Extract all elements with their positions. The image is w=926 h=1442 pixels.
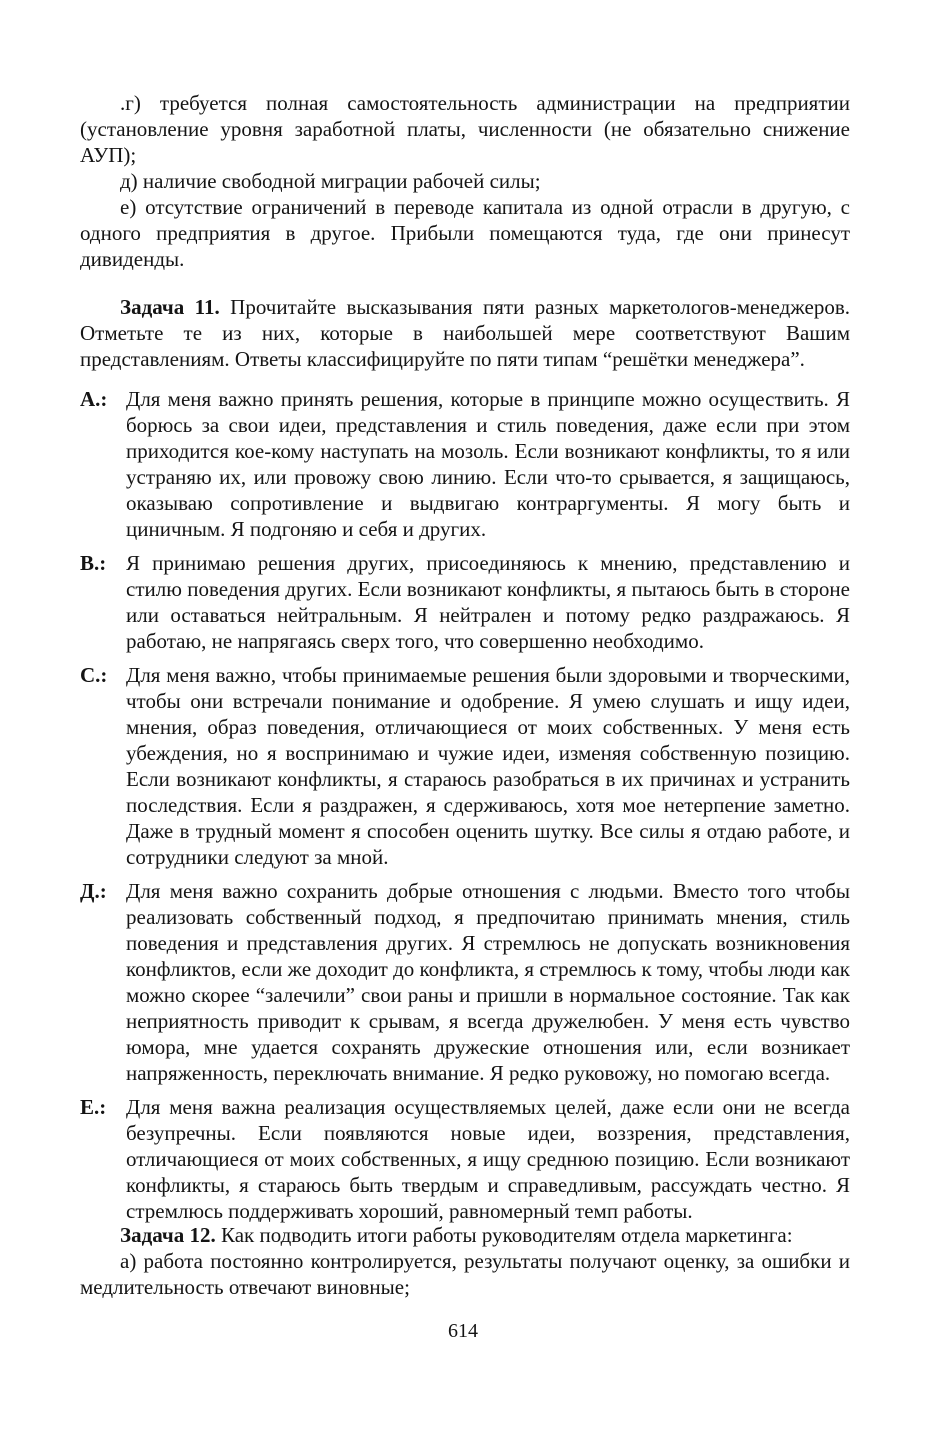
criteria-list xyxy=(80,90,850,272)
option-c xyxy=(80,662,850,870)
option-e xyxy=(80,1094,850,1224)
option-d-label: Д.: xyxy=(80,879,107,903)
option-c-text: Для меня важно, чтобы принимаемые решения были здоровыми и творческими, чтобы они встречали понимание и одобрение. Я умею слушать и ищу идеи, мнения, образ поведения, отличающиеся от моих собственных. У меня есть убеждения, но я воспринимаю и чужие идеи, изменяя собственную позицию. Если возникают конфликты, я стараюсь разобраться в их причинах и устранить последствия. Если я раздражен, я сдерживаюсь, хотя мое нетерпение заметно. Даже в трудный момент я способен оценить шутку. Все силы я отдаю работе, и сотрудники следуют за мной. xyxy=(126,663,850,869)
task-12 xyxy=(80,1222,850,1300)
task-12-title: Задача 12. xyxy=(120,1223,216,1247)
list-item-d: д) наличие свободной миграции рабочей силы; xyxy=(120,169,541,193)
task-11-options xyxy=(80,386,850,1232)
option-c-label: С.: xyxy=(80,663,108,687)
option-a-text: Для меня важно принять решения, которые в принципе можно осуществить. Я борюсь за свои идеи, представления и стиль поведения, даже если при этом приходится кое-кому наступать на мозоль. Если возникают конфликты, то я или устраняю их, или провожу свою линию. Если что-то срывается, я защищаюсь, оказываю сопротивление и выдвигаю контраргументы. Я могу быть и циничным. Я подгоняю и себя и других. xyxy=(126,387,850,541)
task-11-text: Прочитайте высказывания пяти разных маркетологов-менеджеров. Отметьте те из них, которые в наибольшей мере соответствуют Вашим представлениям. Ответы классифицируйте по пяти типам “решётки менеджера”. xyxy=(80,295,850,371)
task-12-text: Как подводить итоги работы руководителям отдела маркетинга: xyxy=(220,1223,793,1247)
option-d-text: Для меня важно сохранить добрые отношения с людьми. Вместо того чтобы реализовать собственный подход, я предпочитаю принимать мнения, стиль поведения и представления других. Я стремлюсь не допускать возникновения конфликтов, если же доходит до конфликта, я стремлюсь к тому, чтобы люди как можно скорее “залечили” свои раны и пришли в нормальное состояние. Так как неприятность приводит к срывам, я всегда дружелюбен. У меня есть чувство юмора, мне удается сохранять дружеские отношения или, если возникает напряженность, переключать внимание. Я редко руковожу, но помогаю всегда. xyxy=(126,879,850,1085)
option-b-text: Я принимаю решения других, присоединяюсь к мнению, представлению и стилю поведения других. Если возникают конфликты, я пытаюсь быть в стороне или оставаться нейтральным. Я нейтрален и потому редко раздражаюсь. Я работаю, не напрягаясь сверх того, что совершенно необходимо. xyxy=(126,551,850,653)
option-e-label: Е.: xyxy=(80,1095,107,1119)
option-a xyxy=(80,386,850,542)
option-d xyxy=(80,878,850,1086)
task-11-title: Задача 11. xyxy=(120,295,220,319)
page-number: 614 xyxy=(448,1320,478,1342)
option-b xyxy=(80,550,850,654)
option-a-label: А.: xyxy=(80,387,108,411)
list-item-e: е) отсутствие ограничений в переводе капитала из одной отрасли в другую, с одного предприятия в другое. Прибыли помещаются туда, где они принесут дивиденды. xyxy=(80,195,850,271)
option-b-label: В.: xyxy=(80,551,107,575)
option-e-text: Для меня важна реализация осуществляемых целей, даже если они не всегда безупречны. Если появляются новые идеи, воззрения, представления, отличающиеся от моих собственных, я ищу среднюю позицию. Если возникают конфликты, я стараюсь быть твердым и справедливым, рассуждать честно. Я стремлюсь поддерживать хороший, равномерный темп работы. xyxy=(126,1095,850,1223)
list-item-g: .г) требуется полная самостоятельность администрации на предприятии (установление уровня заработной платы, численности (не обязательно снижение АУП); xyxy=(80,91,850,167)
task-11-intro xyxy=(80,294,850,372)
task-12-item-a: а) работа постоянно контролируется, результаты получают оценку, за ошибки и медлительность отвечают виновные; xyxy=(80,1249,850,1299)
